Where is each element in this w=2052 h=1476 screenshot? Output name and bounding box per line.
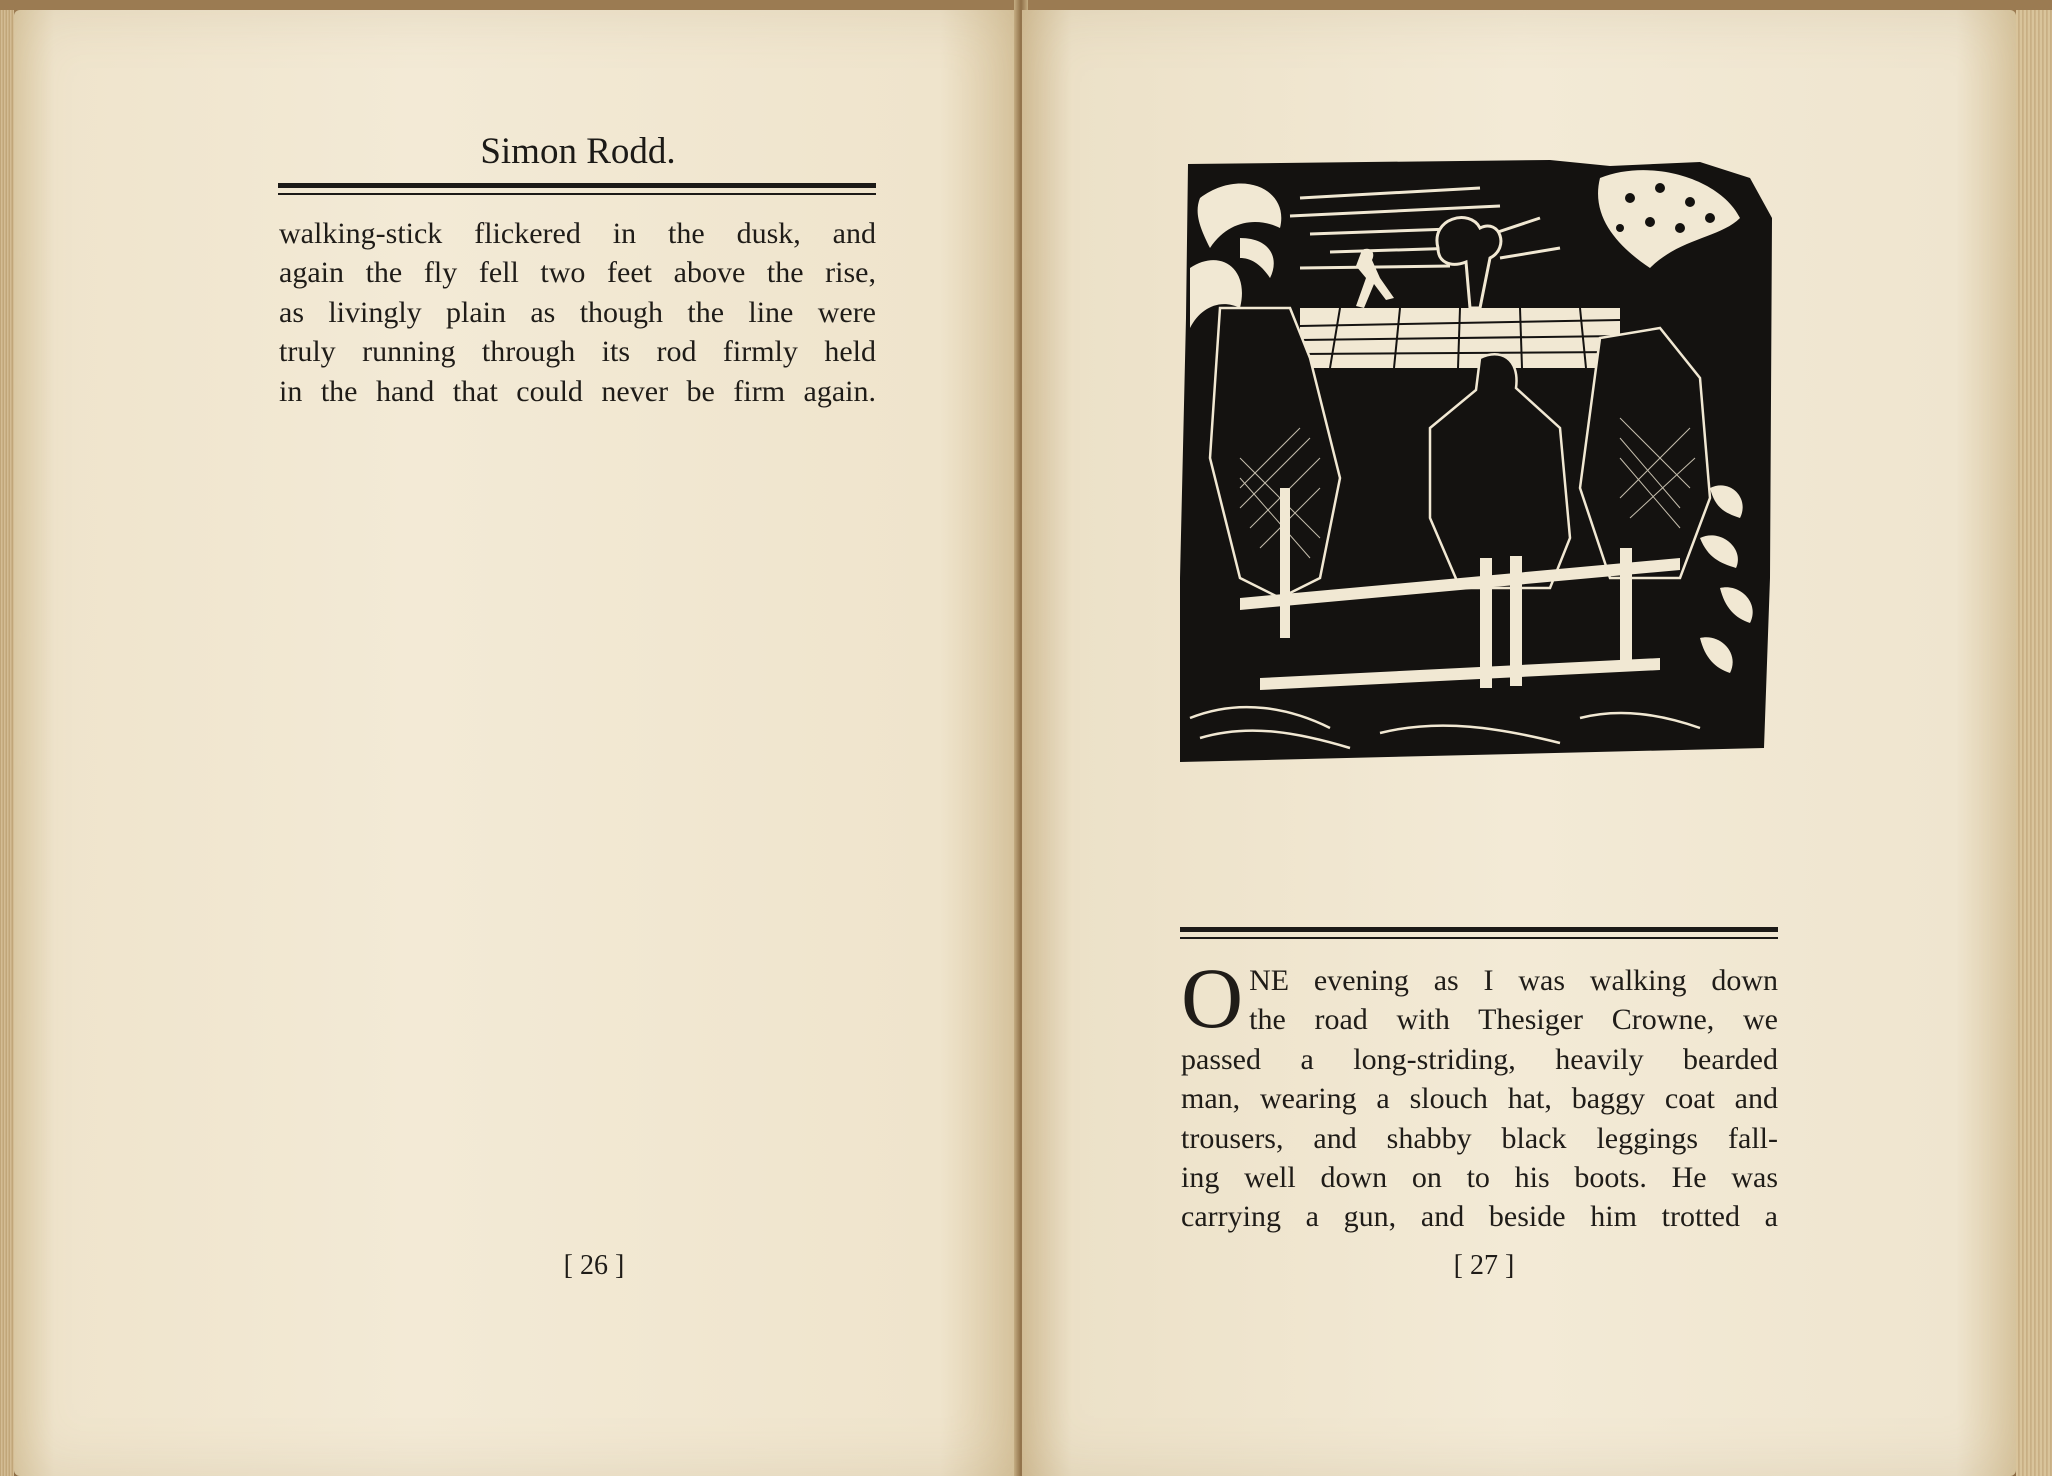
text-line: walking-stick flickered in the dusk, and — [279, 217, 876, 250]
text-line: in the hand that could never be firm again. — [279, 374, 876, 408]
text-line: as livingly plain as though the line were — [279, 295, 876, 329]
section-rule-thin — [1180, 937, 1778, 939]
text-line: passed a long-striding, heavily bearded — [1181, 1042, 1778, 1076]
text-line: NE evening as I was walking down — [1249, 964, 1778, 997]
running-head: Simon Rodd. — [480, 131, 676, 172]
head-rule-thick — [278, 183, 876, 188]
right-page-edges — [2016, 10, 2052, 1476]
text-line: trousers, and shabby black leggings fall- — [1181, 1121, 1778, 1155]
page-number-left: [ 26 ] — [563, 1250, 625, 1281]
woodcut-illustration — [1180, 158, 1772, 762]
section-rule-thick — [1180, 927, 1778, 932]
text-line: again the fly fell two feet above the rise, — [279, 256, 876, 290]
text-line: the road with Thesiger Crowne, we — [1249, 1003, 1778, 1037]
left-page-text — [279, 214, 876, 411]
right-page-text — [1181, 950, 1778, 1237]
text-line: man, wearing a slouch hat, baggy coat and — [1181, 1082, 1778, 1116]
left-page-edges — [0, 10, 14, 1476]
text-line: ing well down on to his boots. He was — [1181, 1161, 1778, 1195]
page-number-right: [ 27 ] — [1453, 1250, 1515, 1281]
head-rule-thin — [278, 193, 876, 195]
text-line: carrying a gun, and beside him trotted a — [1181, 1200, 1778, 1234]
drop-cap: O — [1181, 950, 1244, 1046]
text-line: truly running through its rod firmly held — [279, 335, 876, 369]
